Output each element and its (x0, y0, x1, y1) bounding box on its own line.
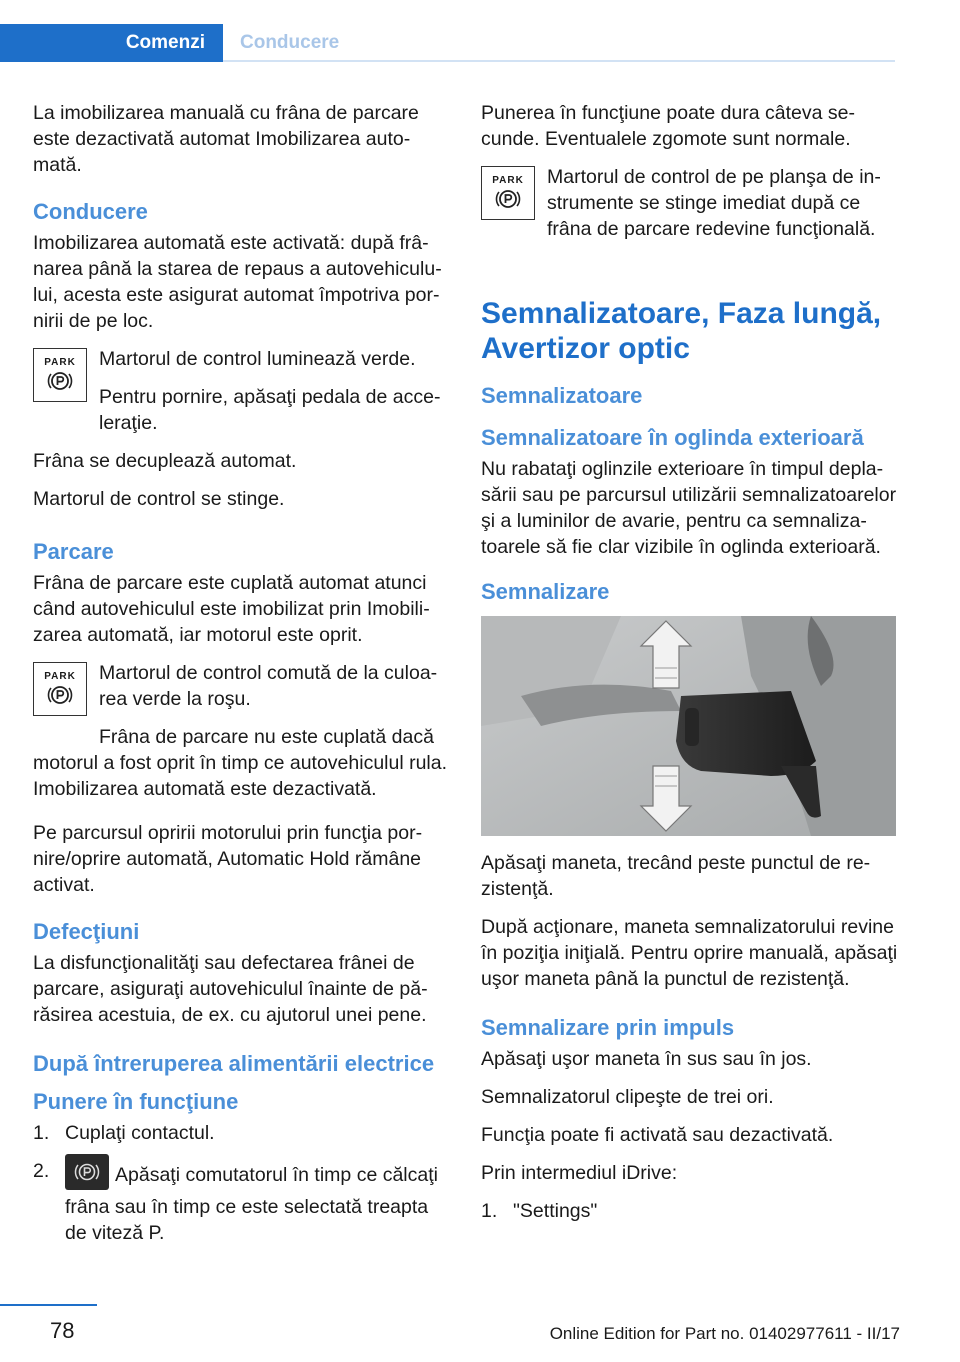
list-item (33, 1120, 448, 1146)
step-text: "Settings" (513, 1200, 598, 1222)
step-text: Apăsaţi comutatorul în timp ce călcaţi frâna sau în timp ce este selectată treapta de viteză P. (65, 1164, 438, 1244)
list-item (481, 1198, 899, 1224)
park-indicator-block-3 (481, 164, 899, 254)
frana-paragraph: Frâna se decuplează automat. (33, 450, 297, 472)
left-column (33, 100, 448, 1258)
punere-duration-paragraph: Punerea în funcţiune poate dura câteva secunde. Eventualele zgomote sunt normale. (481, 102, 856, 150)
park-indicator-block-2 (33, 660, 448, 724)
footer-rule (0, 1304, 97, 1306)
apasati-paragraph: Apăsaţi maneta, trecând peste punctul de rezistenţă. (481, 852, 871, 900)
right-column (481, 100, 899, 1236)
step-number: 2. (33, 1160, 50, 1182)
heading-dupa-intrerupere: După întreruperea alimentării electrice (33, 1051, 435, 1076)
dupa-actionare-paragraph: După acţionare, maneta semnalizatorului revine în poziţia iniţială. Pentru oprire manuală, apăsaţi uşor maneta până la punctul de rezistenţă. (481, 916, 898, 990)
heading-semnalizatoare: Semnalizatoare (481, 383, 643, 408)
idrive-paragraph: Prin intermediul iDrive: (481, 1162, 678, 1184)
tab-conducere-label: Conducere (240, 32, 340, 53)
park-indicator-icon (33, 348, 87, 402)
heading-impuls: Semnalizare prin impuls (481, 1015, 735, 1040)
page-number: 78 (50, 1318, 75, 1343)
indicator-off-text: Martorul de control de pe planşa de instrumente se stinge imediat după ce frâna de parcare redevine funcţională. (547, 166, 881, 240)
circled-p-icon (494, 187, 522, 211)
martor-paragraph: Martorul de control se stinge. (33, 488, 285, 510)
tab-comenzi-label: Comenzi (125, 32, 205, 53)
defectiuni-paragraph: La disfuncţionalităţi sau defectarea frânei de parcare, asiguraţi autovehiculul înainte de părăsirea acestuia, de ex. cu ajutorul unei pene. (33, 952, 428, 1026)
step-text: Cuplaţi contactul. (65, 1122, 215, 1144)
intro-paragraph: La imobilizarea manuală cu frâna de parcare este dezactivată automat Imobilizarea automată. (33, 102, 419, 176)
impuls-paragraph-2: Semnalizatorul clipeşte de trei ori. (481, 1086, 774, 1108)
turn-signal-lever-illustration (481, 616, 896, 836)
heading-oglinda: Semnalizatoare în oglinda exterioară (481, 425, 864, 450)
idrive-steps (481, 1198, 899, 1224)
park-icon-label: PARK (492, 175, 524, 186)
indicator-green-text: Martorul de control luminează verde. (99, 348, 416, 370)
heading-conducere: Conducere (33, 199, 148, 224)
impuls-paragraph-1: Apăsaţi uşor maneta în sus sau în jos. (481, 1048, 812, 1070)
park-indicator-icon (33, 662, 87, 716)
punere-steps (33, 1120, 448, 1246)
park-icon-label: PARK (44, 357, 76, 368)
park-icon-label: PARK (44, 671, 76, 682)
conducere-paragraph: Imobilizarea automată este activată: după frânarea până la starea de repaus a autovehiculului, acesta este asigurat automat împotriva pornirii de pe loc. (33, 232, 442, 332)
frana-not-applied-paragraph: Frâna de parcare nu este cuplată dacă motorul a fost oprit în timp ce autovehiculul rula. Imobilizarea automată este dezactivată. (33, 726, 448, 800)
tab-conducere[interactable] (223, 24, 339, 62)
step-number: 1. (33, 1122, 50, 1144)
park-indicator-block-1 (33, 346, 448, 448)
oglinda-paragraph: Nu rabataţi oglinzile exterioare în timpul deplasării sau pe parcursul utilizării semnalizatoarelor şi a luminilor de avarie, pentru ca semnalizatoarele să fie clar vizibile în oglinda exterioară. (481, 458, 897, 558)
circled-p-icon (46, 369, 74, 393)
pedal-text: Pentru pornire, apăsaţi pedala de acceleraţie. (99, 386, 441, 434)
chapter-tabs (0, 24, 895, 62)
heading-parcare: Parcare (33, 539, 114, 564)
heading-punere: Punere în funcţiune (33, 1089, 239, 1114)
parcare-paragraph: Frâna de parcare este cuplată automat atunci când autovehiculul este imobilizat prin Imobilizarea automată, iar motorul este oprit. (33, 572, 430, 646)
oprire-paragraph: Pe parcursul opririi motorului prin funcţia pornire/oprire automată, Automatic Hold rămâne activat. (33, 822, 423, 896)
park-indicator-icon (481, 166, 535, 220)
step-number: 1. (481, 1200, 498, 1222)
tab-divider (223, 60, 895, 62)
tab-comenzi[interactable] (0, 24, 223, 62)
parking-brake-switch-icon (65, 1154, 109, 1190)
edition-note: Online Edition for Part no. 01402977611 - II/17 (549, 1324, 900, 1343)
impuls-paragraph-3: Funcţia poate fi activată sau dezactivată. (481, 1124, 834, 1146)
circled-p-icon (46, 683, 74, 707)
heading-semnalizare: Semnalizare (481, 579, 610, 604)
heading-defectiuni: Defecţiuni (33, 919, 140, 944)
list-item (33, 1158, 448, 1246)
indicator-red-text: Martorul de control comută de la culoarea verde la roşu. (99, 662, 438, 710)
section-title: Semnalizatoare, Faza lungă, Avertizor optic (481, 297, 882, 365)
